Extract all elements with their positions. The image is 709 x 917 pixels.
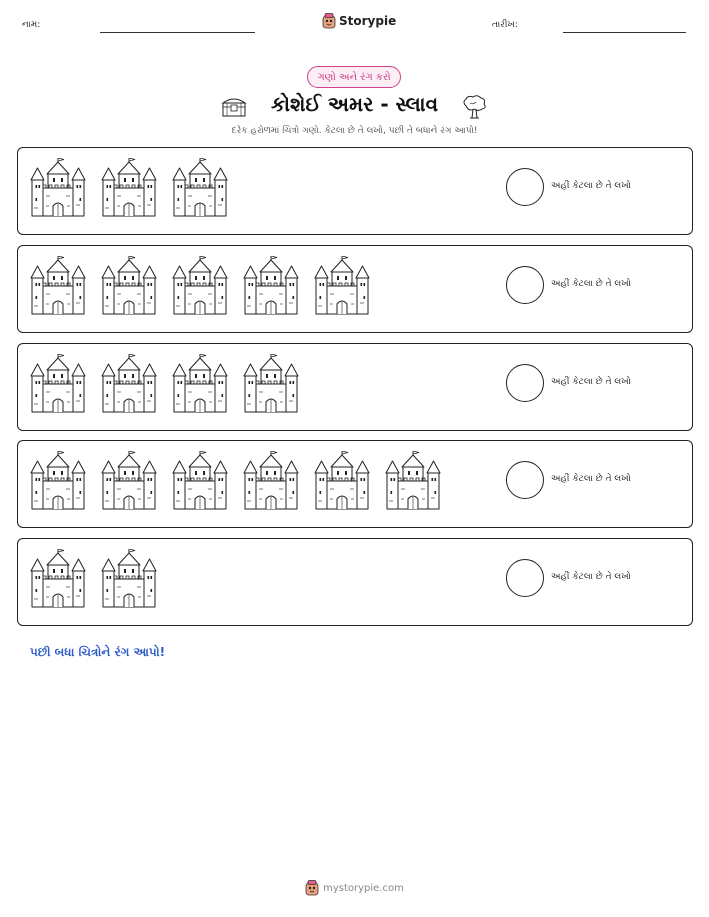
castle-icon bbox=[243, 354, 299, 414]
activity-badge: ગણો અને રંગ કરો bbox=[307, 66, 401, 88]
answer-label: અહીં કેટલા છે તે લખો bbox=[551, 377, 631, 387]
answer-circle[interactable] bbox=[506, 364, 544, 402]
castle-icon bbox=[101, 354, 157, 414]
footer bbox=[0, 880, 709, 896]
castle-icon bbox=[243, 451, 299, 511]
castle-icon bbox=[172, 158, 228, 218]
name-line[interactable] bbox=[100, 32, 255, 33]
answer-label: અહીં કેટલા છે તે લખો bbox=[551, 572, 631, 582]
castle-icon bbox=[101, 549, 157, 609]
castle-icon bbox=[172, 256, 228, 316]
castle-icon bbox=[30, 354, 86, 414]
castle-icon bbox=[30, 549, 86, 609]
counting-row-1 bbox=[17, 147, 693, 235]
castle-group bbox=[30, 549, 157, 609]
castle-icon bbox=[172, 354, 228, 414]
castle-icon bbox=[314, 256, 370, 316]
counting-row-2 bbox=[17, 245, 693, 333]
brand-logo bbox=[322, 13, 396, 29]
tree-icon bbox=[460, 94, 488, 120]
page-title: કોશેઈ અમર - સ્લાવ bbox=[270, 92, 439, 116]
instructions: દરેક હરોળમાં ચિત્રો ગણો. કેટલા છે તે લખો, પછી તે બધાને રંગ આપો! bbox=[231, 126, 478, 136]
castle-icon bbox=[101, 451, 157, 511]
storypie-mascot-icon bbox=[322, 13, 336, 29]
answer-label: અહીં કેટલા છે તે લખો bbox=[551, 279, 631, 289]
castle-group bbox=[30, 354, 299, 414]
answer-circle[interactable] bbox=[506, 461, 544, 499]
castle-icon bbox=[101, 158, 157, 218]
answer-circle[interactable] bbox=[506, 168, 544, 206]
answer-circle[interactable] bbox=[506, 266, 544, 304]
date-line[interactable] bbox=[563, 32, 686, 33]
castle-icon bbox=[385, 451, 441, 511]
brand-name: Storypie bbox=[339, 14, 397, 28]
castle-icon bbox=[30, 451, 86, 511]
counting-row-4 bbox=[17, 440, 693, 528]
storypie-mascot-icon bbox=[305, 880, 319, 896]
castle-icon bbox=[314, 451, 370, 511]
answer-label: અહીં કેટલા છે તે લખો bbox=[551, 181, 631, 191]
counting-row-3 bbox=[17, 343, 693, 431]
castle-icon bbox=[101, 256, 157, 316]
castle-group bbox=[30, 256, 370, 316]
castle-icon bbox=[30, 256, 86, 316]
answer-circle[interactable] bbox=[506, 559, 544, 597]
castle-icon bbox=[243, 256, 299, 316]
footer-url: mystorypie.com bbox=[323, 882, 404, 894]
name-label: નામ: bbox=[22, 20, 41, 30]
castle-icon bbox=[172, 451, 228, 511]
answer-label: અહીં કેટલા છે તે લખો bbox=[551, 474, 631, 484]
date-label: તારીખ: bbox=[492, 20, 518, 30]
counting-row-5 bbox=[17, 538, 693, 626]
castle-group bbox=[30, 451, 441, 511]
closing-note: પછી બધા ચિત્રોને રંગ આપો! bbox=[30, 645, 166, 659]
castle-group bbox=[30, 158, 228, 218]
castle-icon bbox=[30, 158, 86, 218]
